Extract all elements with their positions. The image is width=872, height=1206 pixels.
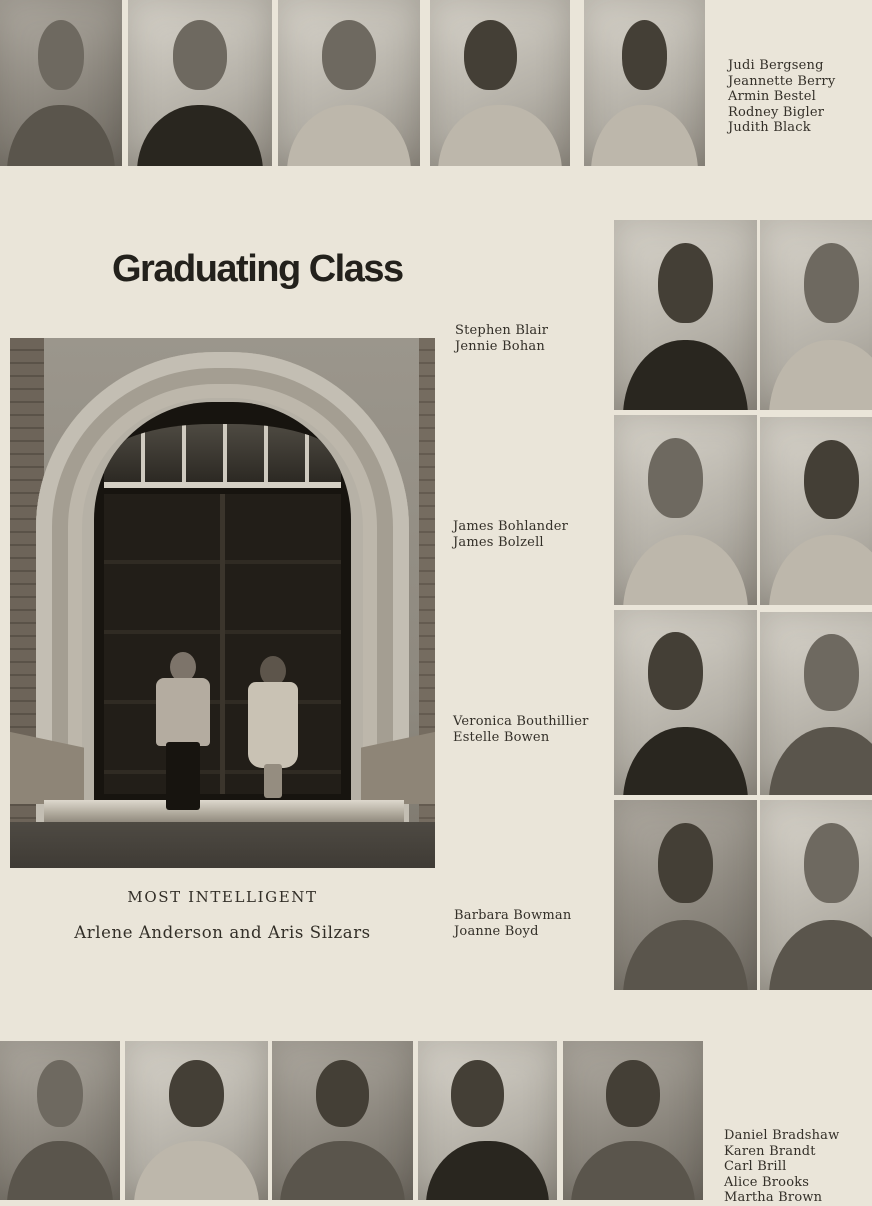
stone-step	[44, 800, 404, 824]
student-name: Judith Black	[728, 120, 811, 136]
caption-pair	[455, 323, 548, 354]
portrait-photo	[128, 0, 272, 166]
caption-pair	[454, 908, 571, 939]
ground	[10, 822, 435, 868]
figure-legs	[264, 764, 282, 798]
figure-legs	[166, 742, 201, 810]
portrait-photo	[614, 610, 757, 795]
portrait-photo	[614, 800, 757, 990]
portrait-photo	[272, 1041, 413, 1200]
student-name: Veronica Bouthillier	[453, 714, 589, 729]
student-name: Daniel Bradshaw	[724, 1128, 840, 1143]
student-figure-right	[248, 656, 298, 798]
student-name: Estelle Bowen	[453, 729, 550, 745]
portrait-photo	[760, 417, 872, 605]
portrait-photo	[430, 0, 570, 166]
student-name: Rodney Bigler	[728, 104, 825, 120]
student-name: Barbara Bowman	[454, 908, 572, 923]
student-name: Stephen Blair	[455, 323, 549, 338]
portrait-photo	[760, 220, 872, 410]
student-name: Karen Brandt	[724, 1143, 816, 1159]
portrait-photo	[614, 415, 757, 605]
student-name: Alice Brooks	[724, 1174, 810, 1190]
archway-opening	[94, 402, 351, 822]
student-name: Martha Brown	[724, 1190, 823, 1206]
portrait-photo	[760, 800, 872, 990]
double-doors	[104, 494, 341, 794]
student-name: James Bohlander	[453, 519, 569, 534]
student-name: James Bolzell	[453, 534, 544, 550]
caption-pair	[453, 714, 589, 745]
portrait-photo	[760, 612, 872, 795]
student-name: Jennie Bohan	[455, 338, 545, 354]
portrait-photo	[0, 0, 122, 166]
portrait-photo	[584, 0, 705, 166]
name-list-top	[728, 58, 835, 136]
feature-captions	[10, 888, 435, 942]
student-figure-left	[156, 652, 210, 810]
figure-torso	[156, 678, 210, 746]
caption-pair	[453, 519, 568, 550]
student-name: Jeannette Berry	[728, 73, 836, 89]
transom-window	[104, 424, 341, 488]
figure-torso	[248, 682, 298, 768]
page-title: Graduating Class	[112, 248, 403, 290]
portrait-photo	[418, 1041, 557, 1200]
student-name: Armin Bestel	[728, 89, 816, 105]
name-list-bottom	[724, 1128, 839, 1206]
student-name: Judi Bergseng	[728, 58, 824, 73]
portrait-photo	[0, 1041, 120, 1200]
superlative-title: MOST INTELLIGENT	[127, 888, 318, 906]
portrait-photo	[614, 220, 757, 410]
superlative-names: Arlene Anderson and Aris Silzars	[74, 923, 371, 942]
student-name: Carl Brill	[724, 1159, 787, 1175]
portrait-photo	[563, 1041, 703, 1200]
feature-photo	[10, 338, 435, 868]
student-name: Joanne Boyd	[454, 923, 539, 939]
portrait-photo	[278, 0, 420, 166]
portrait-photo	[125, 1041, 268, 1200]
